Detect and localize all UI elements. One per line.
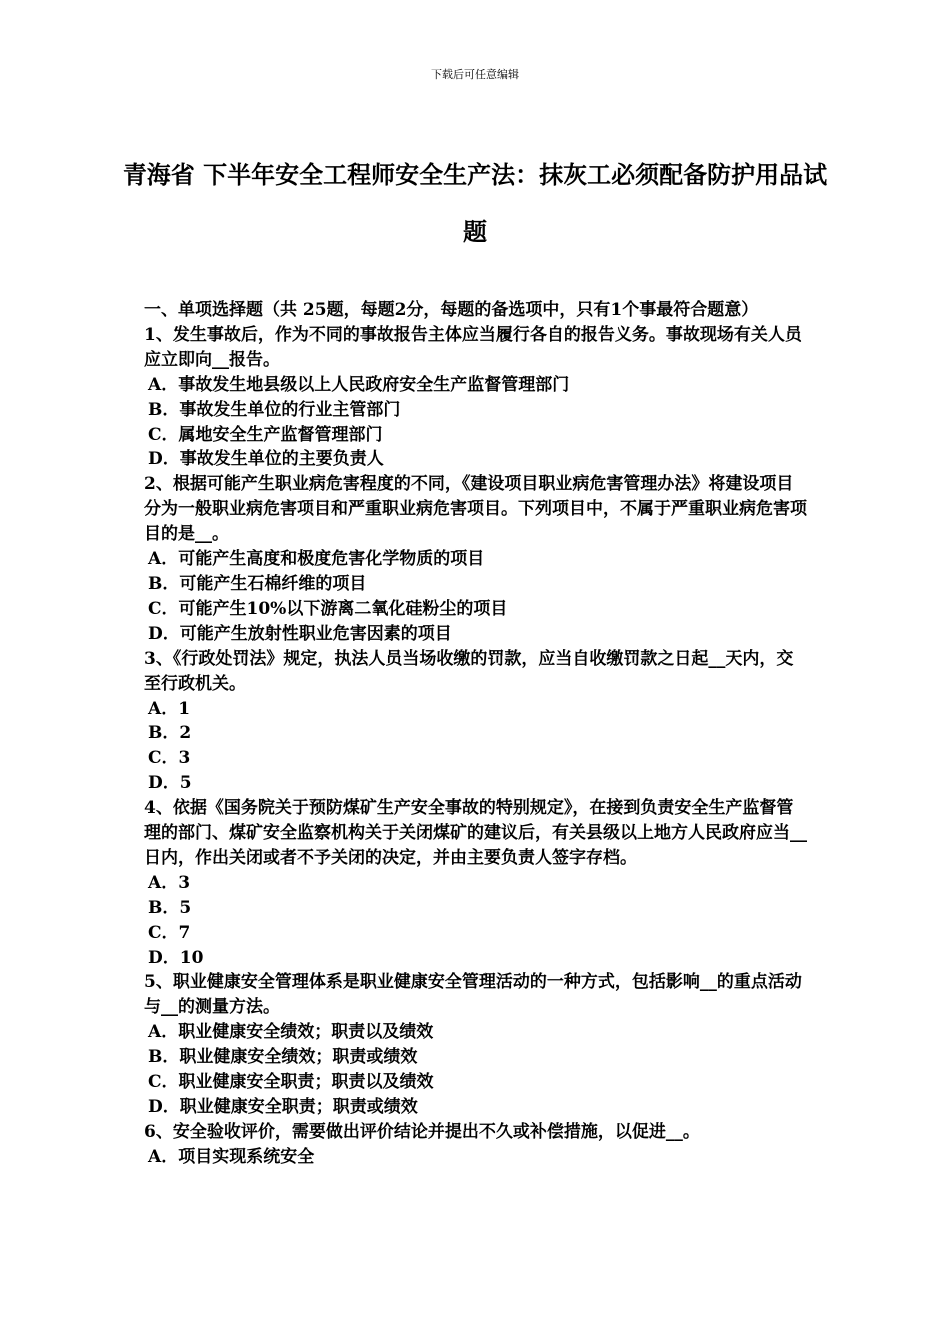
option-b: B．2 [148, 723, 192, 744]
question-stem: 1、发生事故后，作为不同的事故报告主体应当履行各自的报告义务。事故现场有关人员应立即向__报告。 [144, 324, 802, 370]
option-c: C．职业健康安全职责；职责以及绩效 [148, 1072, 434, 1093]
option-a: A．3 [148, 872, 191, 893]
document-body [144, 298, 810, 1170]
option-d: D．10 [148, 947, 204, 968]
option-a: A．项目实现系统安全 [148, 1146, 315, 1167]
option-b: B．可能产生石棉纤维的项目 [148, 573, 367, 594]
page-header-note: 下载后可任意编辑 [431, 68, 519, 81]
question-6 [144, 1120, 810, 1170]
question-4 [144, 796, 810, 970]
option-a: A．可能产生高度和极度危害化学物质的项目 [148, 549, 485, 570]
document-title: 青海省 下半年安全工程师安全生产法：抹灰工必须配备防护用品试题 [122, 160, 828, 246]
option-a: A．事故发生地县级以上人民政府安全生产监督管理部门 [148, 374, 570, 395]
question-3 [144, 647, 810, 796]
option-d: D．职业健康安全职责；职责或绩效 [148, 1097, 418, 1117]
option-d: D．事故发生单位的主要负责人 [148, 449, 384, 470]
option-a: A．职业健康安全绩效；职责以及绩效 [148, 1022, 434, 1043]
option-a: A．1 [148, 698, 191, 719]
question-stem: 2、根据可能产生职业病危害程度的不同，《建设项目职业病危害管理办法》将建设项目分为一般职业病危害项目和严重职业病危害项目。下列项目中，不属于严重职业病危害项目的是__。 [144, 474, 807, 545]
option-b: B．职业健康安全绩效；职责或绩效 [148, 1047, 418, 1068]
question-5 [144, 970, 810, 1119]
option-d: D．5 [148, 773, 192, 794]
option-c: C．属地安全生产监督管理部门 [148, 424, 383, 445]
question-stem: 4、依据《国务院关于预防煤矿生产安全事故的特别规定》，在接到负责安全生产监督管理的部门、煤矿安全监察机构关于关闭煤矿的建议后，有关县级以上地方人民政府应当__日内，作出关闭或者不予关闭的决定，并由主要负责人签字存档。 [144, 798, 807, 868]
option-b: B．5 [148, 897, 192, 918]
question-stem: 6、安全验收评价，需要做出评价结论并提出不久或补偿措施，以促进__。 [144, 1121, 700, 1142]
option-c: C．3 [148, 748, 191, 769]
question-2 [144, 472, 810, 646]
question-stem: 5、职业健康安全管理体系是职业健康安全管理活动的一种方式，包括影响__的重点活动与__的测量方法。 [144, 972, 802, 1018]
option-b: B．事故发生单位的行业主管部门 [148, 399, 401, 420]
option-d: D．可能产生放射性职业危害因素的项目 [148, 623, 452, 644]
option-c: C．7 [148, 922, 191, 943]
option-c: C．可能产生10%以下游离二氧化硅粉尘的项目 [148, 598, 508, 619]
question-stem: 3、《行政处罚法》规定，执法人员当场收缴的罚款，应当自收缴罚款之日起__天内，交至行政机关。 [144, 648, 794, 694]
question-1 [144, 323, 810, 472]
section-heading: 一、单项选择题（共 25题，每题2分，每题的备选项中，只有1个事最符合题意） [144, 300, 759, 320]
